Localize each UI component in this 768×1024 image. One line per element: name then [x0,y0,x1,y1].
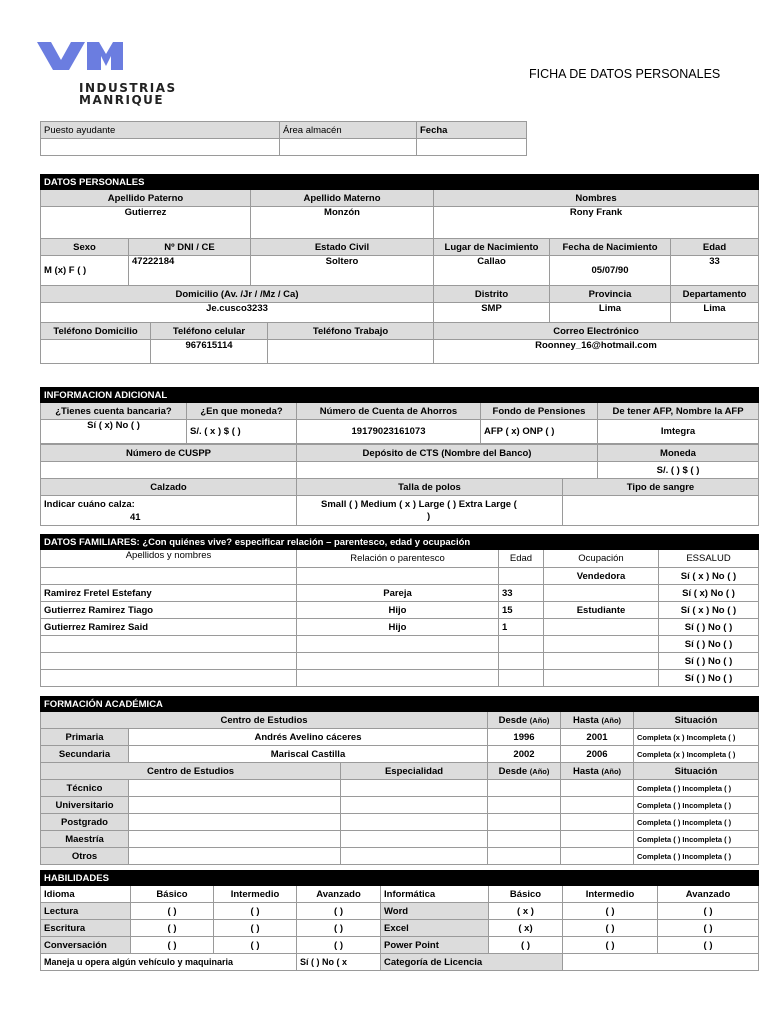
header-inf-basico: Básico [489,886,563,903]
family-essalud[interactable]: Sí ( ) No ( ) [659,670,759,687]
education-row [41,797,759,814]
header-situacion-2: Situación [634,763,759,780]
family-essalud[interactable]: Sí ( x ) No ( ) [659,602,759,619]
header-hasta-2: Hasta (Año) [561,763,634,780]
family-name[interactable] [41,670,297,687]
talla-options: Small ( ) Medium ( x ) Large ( ) Extra Large ( [321,498,517,510]
skill-language-basic[interactable]: ( ) [131,903,214,920]
header-numero-cuenta: Número de Cuenta de Ahorros [297,403,481,420]
value-telefono-domicilio[interactable] [41,340,151,364]
family-relation[interactable] [297,636,499,653]
education-desde[interactable] [488,814,561,831]
header-tipo-sangre: Tipo de sangre [563,479,759,496]
education-situacion[interactable]: Completa ( ) Incompleta ( ) [634,848,759,865]
education-centro[interactable] [129,848,341,865]
education-especialidad[interactable] [341,780,488,797]
family-row [41,619,759,636]
education-level: Universitario [41,797,129,814]
area-field[interactable] [280,139,417,156]
license-field[interactable] [563,954,759,971]
value-fecha-nacimiento[interactable]: 05/07/90 [550,256,671,286]
header-distrito: Distrito [434,286,550,303]
situacion-secundaria[interactable]: Completa (x ) Incompleta ( ) [634,746,759,763]
header-sexo: Sexo [41,239,129,256]
education-situacion[interactable]: Completa ( ) Incompleta ( ) [634,780,759,797]
education-centro[interactable] [129,831,341,848]
education-row [41,780,759,797]
skill-software-basic[interactable]: ( ) [489,937,563,954]
skill-language: Conversación [41,937,131,954]
family-age[interactable] [499,636,544,653]
value-nombres[interactable]: Rony Frank [434,207,759,239]
family-occupation[interactable] [544,636,659,653]
header-inf-avanzado: Avanzado [658,886,759,903]
header-idioma-intermedio: Intermedio [214,886,297,903]
skill-language-advanced[interactable]: ( ) [297,920,381,937]
skill-software-intermediate[interactable]: ( ) [563,937,658,954]
education-desde[interactable] [488,797,561,814]
header-moneda-cts: Moneda [598,445,759,462]
centro-primaria[interactable]: Andrés Avelino cáceres [129,729,488,746]
skill-language: Lectura [41,903,131,920]
position-field[interactable] [41,139,280,156]
header-telefono-domicilio: Teléfono Domicilio [41,323,151,340]
skill-language-advanced[interactable]: ( ) [297,903,381,920]
value-cuspp[interactable] [41,462,297,479]
education-especialidad[interactable] [341,831,488,848]
brand-name-line1: INDUSTRIAS [79,81,177,95]
skills-row [41,937,759,954]
skill-language-basic[interactable]: ( ) [131,937,214,954]
family-age[interactable]: 33 [499,585,544,602]
skill-software-advanced[interactable]: ( ) [658,903,759,920]
value-edad[interactable]: 33 [671,256,759,286]
value-apellido-materno[interactable]: Monzón [251,207,434,239]
family-name[interactable]: Ramirez Fretel Estefany [41,585,297,602]
header-cuenta-bancaria: ¿Tienes cuenta bancaria? [41,403,187,420]
header-apellidos-nombres: Apellidos y nombres [41,550,297,568]
date-label: Fecha [417,122,527,139]
header-provincia: Provincia [550,286,671,303]
value-cuenta-bancaria[interactable]: Sí ( x) No ( ) [41,420,187,444]
value-dni[interactable]: 47222184 [129,256,251,286]
value-estado-civil[interactable]: Soltero [251,256,434,286]
education-table [40,696,759,865]
skill-language-basic[interactable]: ( ) [131,920,214,937]
education-especialidad[interactable] [341,848,488,865]
header-apellido-materno: Apellido Materno [251,190,434,207]
education-level: Maestría [41,831,129,848]
value-sexo[interactable]: M (x) F ( ) [41,256,129,286]
education-situacion[interactable]: Completa ( ) Incompleta ( ) [634,797,759,814]
education-centro[interactable] [129,797,341,814]
header-centro-estudios: Centro de Estudios [41,712,488,729]
family-relation[interactable] [297,670,499,687]
hasta-secundaria[interactable]: 2006 [561,746,634,763]
calzado-label: Indicar cuáno calza: [44,498,135,510]
family-essalud[interactable]: Sí ( ) No ( ) [659,636,759,653]
family-age[interactable] [499,670,544,687]
phone-table [40,322,759,364]
position-label: Puesto ayudante [41,122,280,139]
education-row [41,814,759,831]
family-name[interactable]: Gutierrez Ramirez Tiago [41,602,297,619]
family-name[interactable]: Gutierrez Ramirez Said [41,619,297,636]
family-name[interactable] [41,568,297,585]
section-title-personal: DATOS PERSONALES [41,175,759,190]
level-secundaria: Secundaria [41,746,129,763]
header-nombres: Nombres [434,190,759,207]
skill-software: Word [381,903,489,920]
skill-software-basic[interactable]: ( x ) [489,903,563,920]
education-hasta[interactable] [561,797,634,814]
value-domicilio[interactable]: Je.cusco3233 [41,303,434,325]
value-cts[interactable] [297,462,598,479]
header-idioma-avanzado: Avanzado [297,886,381,903]
education-centro[interactable] [129,780,341,797]
family-essalud[interactable]: Sí ( x ) No ( ) [659,568,759,585]
header-moneda: ¿En que moneda? [187,403,297,420]
education-level: Postgrado [41,814,129,831]
header-edad-familiar: Edad [499,550,544,568]
section-title-education: FORMACIÓN ACADÉMICA [41,697,759,712]
section-title-family: DATOS FAMILIARES: ¿Con quiénes vive? especificar relación – parentesco, edad y ocupación [41,535,759,550]
family-age[interactable] [499,653,544,670]
header-apellido-paterno: Apellido Paterno [41,190,251,207]
header-inf-intermedio: Intermedio [563,886,658,903]
education-desde[interactable] [488,780,561,797]
value-apellido-paterno[interactable]: Gutierrez [41,207,251,239]
family-name[interactable] [41,636,297,653]
skills-table [40,870,759,971]
family-relation[interactable] [297,568,499,585]
header-domicilio: Domicilio (Av. /Jr / /Mz / Ca) [41,286,434,303]
cuspp-table [40,444,759,479]
education-situacion[interactable]: Completa ( ) Incompleta ( ) [634,831,759,848]
hasta-primaria[interactable]: 2001 [561,729,634,746]
family-occupation[interactable] [544,585,659,602]
family-occupation[interactable]: Vendedora [544,568,659,585]
family-age[interactable]: 15 [499,602,544,619]
education-desde[interactable] [488,831,561,848]
header-telefono-trabajo: Teléfono Trabajo [268,323,434,340]
skill-software: Excel [381,920,489,937]
skills-row [41,903,759,920]
header-dni: Nº DNI / CE [129,239,251,256]
education-situacion[interactable]: Completa ( ) Incompleta ( ) [634,814,759,831]
family-occupation[interactable] [544,670,659,687]
additional-info-table [40,387,759,444]
personal-data-table [40,174,759,325]
family-relation[interactable] [297,653,499,670]
value-provincia[interactable]: Lima [550,303,671,325]
education-especialidad[interactable] [341,797,488,814]
family-occupation[interactable] [544,619,659,636]
header-calzado: Calzado [41,479,297,496]
skill-language-intermediate[interactable]: ( ) [214,920,297,937]
header-lugar-nacimiento: Lugar de Nacimiento [434,239,550,256]
education-hasta[interactable] [561,848,634,865]
header-essalud: ESSALUD [659,550,759,568]
header-desde: Desde (Año) [488,712,561,729]
skill-software-basic[interactable]: ( x) [489,920,563,937]
centro-secundaria[interactable]: Mariscal Castilla [129,746,488,763]
education-centro[interactable] [129,814,341,831]
family-relation[interactable]: Hijo [297,602,499,619]
value-departamento[interactable]: Lima [671,303,759,325]
skill-software-intermediate[interactable]: ( ) [563,920,658,937]
family-essalud[interactable]: Sí ( ) No ( ) [659,619,759,636]
skill-language-intermediate[interactable]: ( ) [214,903,297,920]
header-idioma-basico: Básico [131,886,214,903]
area-label: Área almacén [280,122,417,139]
family-essalud[interactable]: Sí ( x) No ( ) [659,585,759,602]
skill-language-intermediate[interactable]: ( ) [214,937,297,954]
skill-language-advanced[interactable]: ( ) [297,937,381,954]
value-moneda[interactable]: S/. ( x ) $ ( ) [187,420,297,444]
header-fecha-nacimiento: Fecha de Nacimiento [550,239,671,256]
brand-name-line2: MANRIQUE [79,93,165,107]
skill-language: Escritura [41,920,131,937]
header-departamento: Departamento [671,286,759,303]
header-desde-2: Desde (Año) [488,763,561,780]
header-fondo-pensiones: Fondo de Pensiones [481,403,598,420]
section-title-additional: INFORMACION ADICIONAL [41,388,759,403]
family-row [41,636,759,653]
header-telefono-celular: Teléfono celular [151,323,268,340]
header-idioma: Idioma [41,886,131,903]
value-numero-cuenta[interactable]: 19179023161073 [297,420,481,444]
education-hasta[interactable] [561,814,634,831]
vehicle-select[interactable]: Sí ( ) No ( x [297,954,381,971]
family-name[interactable] [41,653,297,670]
skills-row [41,920,759,937]
header-situacion: Situación [634,712,759,729]
value-lugar-nacimiento[interactable]: Callao [434,256,550,286]
education-level: Otros [41,848,129,865]
education-especialidad[interactable] [341,814,488,831]
header-ocupacion: Ocupación [544,550,659,568]
family-relation[interactable]: Pareja [297,585,499,602]
education-hasta[interactable] [561,831,634,848]
calzado-value: 41 [130,511,141,523]
family-table [40,534,759,687]
desde-primaria[interactable]: 1996 [488,729,561,746]
skill-software-intermediate[interactable]: ( ) [563,903,658,920]
skill-software-advanced[interactable]: ( ) [658,920,759,937]
value-talla-polos[interactable] [297,496,563,526]
page-title: FICHA DE DATOS PERSONALES [529,67,721,81]
section-title-skills: HABILIDADES [41,871,759,886]
skill-software-advanced[interactable]: ( ) [658,937,759,954]
value-tipo-sangre[interactable] [563,496,759,526]
value-fondo-pensiones[interactable]: AFP ( x) ONP ( ) [481,420,598,444]
value-correo[interactable]: Roonney_16@hotmail.com [434,340,759,364]
family-age[interactable] [499,568,544,585]
family-row [41,653,759,670]
header-cts: Depósito de CTS (Nombre del Banco) [297,445,598,462]
family-occupation[interactable]: Estudiante [544,602,659,619]
family-row [41,602,759,619]
education-row [41,831,759,848]
header-nombre-afp: De tener AFP, Nombre la AFP [598,403,759,420]
family-essalud[interactable]: Sí ( ) No ( ) [659,653,759,670]
header-correo: Correo Electrónico [434,323,759,340]
desde-secundaria[interactable]: 2002 [488,746,561,763]
level-primaria: Primaria [41,729,129,746]
education-desde[interactable] [488,848,561,865]
value-telefono-trabajo[interactable] [268,340,434,364]
position-table [40,121,527,156]
value-distrito[interactable]: SMP [434,303,550,325]
family-row [41,585,759,602]
header-informatica: Informática [381,886,489,903]
value-calzado[interactable] [41,496,297,526]
skill-software: Power Point [381,937,489,954]
date-field[interactable] [417,139,527,156]
family-row [41,568,759,585]
education-row [41,848,759,865]
header-talla-polos: Talla de polos [297,479,563,496]
header-cuspp: Número de CUSPP [41,445,297,462]
family-age[interactable]: 1 [499,619,544,636]
header-hasta: Hasta (Año) [561,712,634,729]
family-occupation[interactable] [544,653,659,670]
header-edad: Edad [671,239,759,256]
license-label: Categoría de Licencia [381,954,563,971]
value-moneda-cts[interactable]: S/. ( ) $ ( ) [598,462,759,479]
vehicle-label: Maneja u opera algún vehículo y maquinaria [41,954,297,971]
family-row [41,670,759,687]
education-level: Técnico [41,780,129,797]
header-especialidad: Especialidad [341,763,488,780]
value-telefono-celular[interactable]: 967615114 [151,340,268,364]
family-relation[interactable]: Hijo [297,619,499,636]
talla-options-end: ) [427,510,431,522]
value-nombre-afp[interactable]: Imtegra [598,420,759,444]
header-estado-civil: Estado Civil [251,239,434,256]
header-centro-estudios-2: Centro de Estudios [41,763,341,780]
size-table [40,478,759,526]
header-relacion: Relación o parentesco [297,550,499,568]
education-hasta[interactable] [561,780,634,797]
situacion-primaria[interactable]: Completa (x ) Incompleta ( ) [634,729,759,746]
